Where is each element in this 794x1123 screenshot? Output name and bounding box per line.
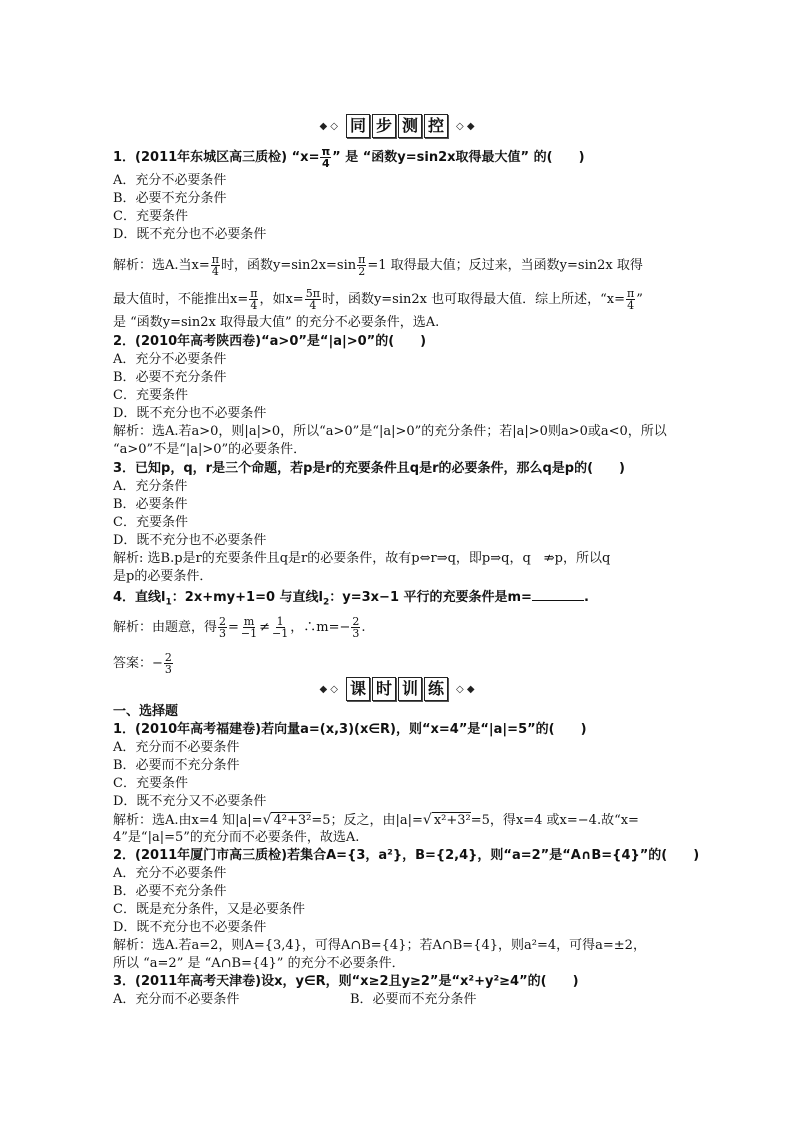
option-a: A．充分而不必要条件 xyxy=(113,740,240,755)
option-a: A．充分而不必要条件 xyxy=(113,992,240,1007)
option-c: C．充要条件 xyxy=(113,209,188,224)
option-b: B．必要不充分条件 xyxy=(113,191,227,206)
option-a: A．充分不必要条件 xyxy=(113,352,227,367)
option-d: D．既不充分也不必要条件 xyxy=(113,227,267,242)
ornament-right: ◇ ◆ xyxy=(456,683,475,695)
option-c: C．充要条件 xyxy=(113,388,188,403)
title-char: 课 xyxy=(346,677,370,701)
option-b: B．必要而不充分条件 xyxy=(350,992,477,1007)
title-char: 同 xyxy=(346,114,370,138)
title-char: 控 xyxy=(424,114,448,138)
option-a: A．充分条件 xyxy=(113,479,188,494)
problem-1-stem: 1．(2010年高考福建卷)若向量a=(x,3)(x∈R)，则“x=4”是“|a|=5”的( ) xyxy=(113,722,587,737)
option-b: B．必要而不充分条件 xyxy=(113,758,240,773)
option-c: C．充要条件 xyxy=(113,776,188,791)
question-2-stem: 2．(2010年高考陕西卷)“a>0”是“|a|>0”的( ) xyxy=(113,334,427,349)
ornament-left: ◆ ◇ xyxy=(319,683,338,695)
title-char: 步 xyxy=(372,114,396,138)
option-a: A．充分不必要条件 xyxy=(113,173,227,188)
solution-line: 是p的必要条件． xyxy=(113,569,213,584)
option-b: B．必要条件 xyxy=(113,497,188,512)
option-b: B．必要不充分条件 xyxy=(113,370,227,385)
ornament-right: ◇ ◆ xyxy=(456,120,475,132)
option-c: C．充要条件 xyxy=(113,515,188,530)
part-heading: 一、选择题 xyxy=(113,704,179,719)
section-banner-sync xyxy=(0,114,794,138)
ornament-left: ◆ ◇ xyxy=(319,120,338,132)
option-d: D．既不充分也不必要条件 xyxy=(113,533,267,548)
solution-line: “a>0”不是“|a|>0”的必要条件． xyxy=(113,442,307,457)
solution-line: 解析：选A.若a=2，则A={3,4}，可得A∩B={4}；若A∩B={4}，则a²=4，可得a=±2， xyxy=(113,938,646,953)
solution-line: 解析：选A.当x= $\frac{\pi}{4}$ 时，函数y=sin2x=sin $\frac{\pi}{2}$ =1 取得最大值；反过来，当函数y=sin2x 取得 xyxy=(113,253,643,278)
solution-line: 解析：由题意，得 $\frac{2}{3}$ = $\frac{m}{-1}$ ≠ $\frac{1}{-1}$ ，∴m=− $\frac{2}{3}$ . xyxy=(113,615,366,640)
option-d: D．既不充分又不必要条件 xyxy=(113,794,267,809)
section-title xyxy=(346,677,448,701)
question-4-stem: 4．直线$l_1$：2x+my+1=0 与直线$l_2$：y=3x−1 平行的充要条件是m= . xyxy=(113,590,589,608)
question-3-stem: 3．已知p，q，r是三个命题，若p是r的充要条件且q是r的必要条件，那么q是p的( ) xyxy=(113,461,625,476)
section-banner-training xyxy=(0,677,794,701)
problem-3-stem: 3．(2011年高考天津卷)设x，y∈R，则“x≥2且y≥2”是“x²+y²≥4”的( ) xyxy=(113,974,579,989)
option-row xyxy=(113,991,683,1009)
option-a: A．充分不必要条件 xyxy=(113,866,227,881)
option-c: C．既是充分条件，又是必要条件 xyxy=(113,902,305,917)
option-d: D．既不充分也不必要条件 xyxy=(113,920,267,935)
title-char: 测 xyxy=(398,114,422,138)
solution-line: 4”是“|a|=5”的充分而不必要条件，故选A. xyxy=(113,830,360,845)
solution-line: 解析: 选B.p是r的充要条件且q是r的必要条件，故有p⇔r⇒q，即p⇒q，q ⇏p，所以q xyxy=(113,551,611,566)
solution-line: 解析：选A.若a>0，则|a|>0，所以“a>0”是“|a|>0”的充分条件；若|a|>0则a>0或a<0，所以 xyxy=(113,424,667,439)
problem-2-stem: 2．(2011年厦门市高三质检)若集合A={3，a²}，B={2,4}，则“a=2”是“A∩B={4}”的( ) xyxy=(113,848,700,863)
answer-line: 答案：− $\frac{2}{3}$ xyxy=(113,651,172,676)
title-char: 训 xyxy=(398,677,422,701)
question-1-stem: 1．(2011年东城区高三质检) “x= $\frac{\pi}{4}$ ” 是 “函数y=sin2x取得最大值” 的( ) xyxy=(113,145,585,170)
solution-line: 所以 “a=2” 是 “A∩B={4}” 的充分不必要条件． xyxy=(113,956,405,971)
solution-line: 最大值时，不能推出x= $\frac{\pi}{4}$ ，如x= $\frac{5\pi}{4}$ 时，函数y=sin2x 也可取得最大值．综上所述，“x= $\frac{\pi}{4}$ ” xyxy=(113,287,643,312)
option-d: D．既不充分也不必要条件 xyxy=(113,406,267,421)
section-title xyxy=(346,114,448,138)
solution-line: 解析：选A.由x=4 知|a|=√ 4²+3²=5；反之，由|a|=√ x²+3²=5，得x=4 或x=−4.故“x= xyxy=(113,812,639,828)
title-char: 时 xyxy=(372,677,396,701)
option-b: B．必要不充分条件 xyxy=(113,884,227,899)
answer-blank xyxy=(532,588,584,601)
title-char: 练 xyxy=(424,677,448,701)
solution-line: 是 “函数y=sin2x 取得最大值” 的充分不必要条件，选A. xyxy=(113,315,440,330)
